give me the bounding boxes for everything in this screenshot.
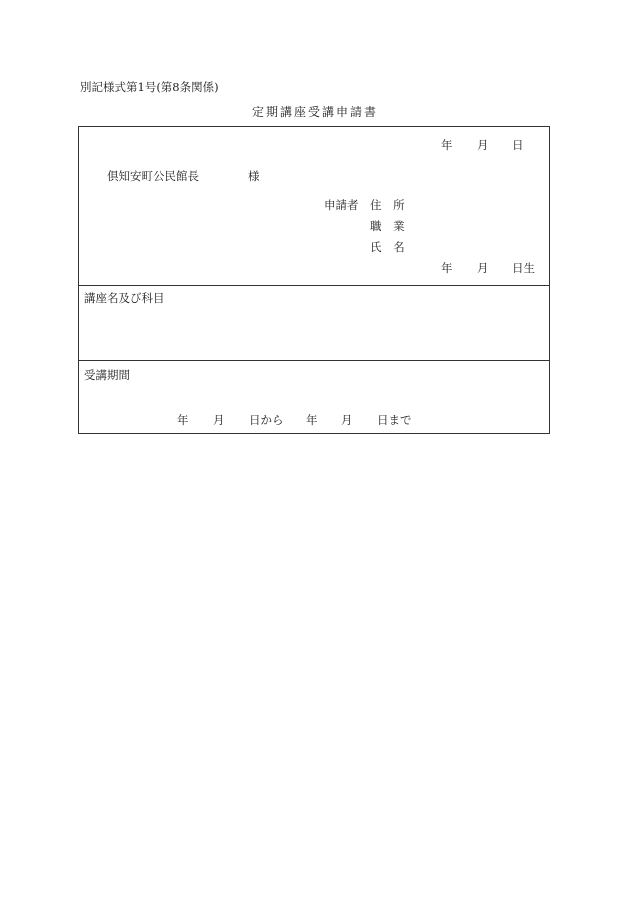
form-reference: 別記様式第1号(第8条関係) (80, 80, 219, 94)
date-month-label: 月 (477, 138, 489, 152)
applicant-label: 申請者 (324, 198, 359, 212)
occupation-label: 職 業 (370, 219, 409, 233)
period-to-month-label: 月 (341, 413, 353, 427)
address-label: 住 所 (370, 198, 409, 212)
honorific: 様 (248, 169, 260, 183)
period-to-day-label: 日まで (377, 413, 412, 427)
addressee: 倶知安町公民館長 (107, 169, 199, 183)
birth-day-label: 日生 (512, 261, 535, 275)
date-year-label: 年 (441, 138, 453, 152)
name-label: 氏 名 (370, 240, 409, 254)
form-title: 定期講座受講申請書 (251, 105, 378, 119)
period-label: 受講期間 (84, 368, 130, 382)
section-divider (79, 360, 549, 361)
birth-month-label: 月 (477, 261, 489, 275)
course-label: 講座名及び科目 (84, 291, 165, 305)
date-day-label: 日 (512, 138, 524, 152)
section-divider (79, 285, 549, 286)
birth-year-label: 年 (441, 261, 453, 275)
period-to-year-label: 年 (306, 413, 318, 427)
application-form-table (78, 126, 550, 434)
period-from-month-label: 月 (213, 413, 225, 427)
period-from-year-label: 年 (177, 413, 189, 427)
period-from-day-label: 日から (249, 413, 284, 427)
